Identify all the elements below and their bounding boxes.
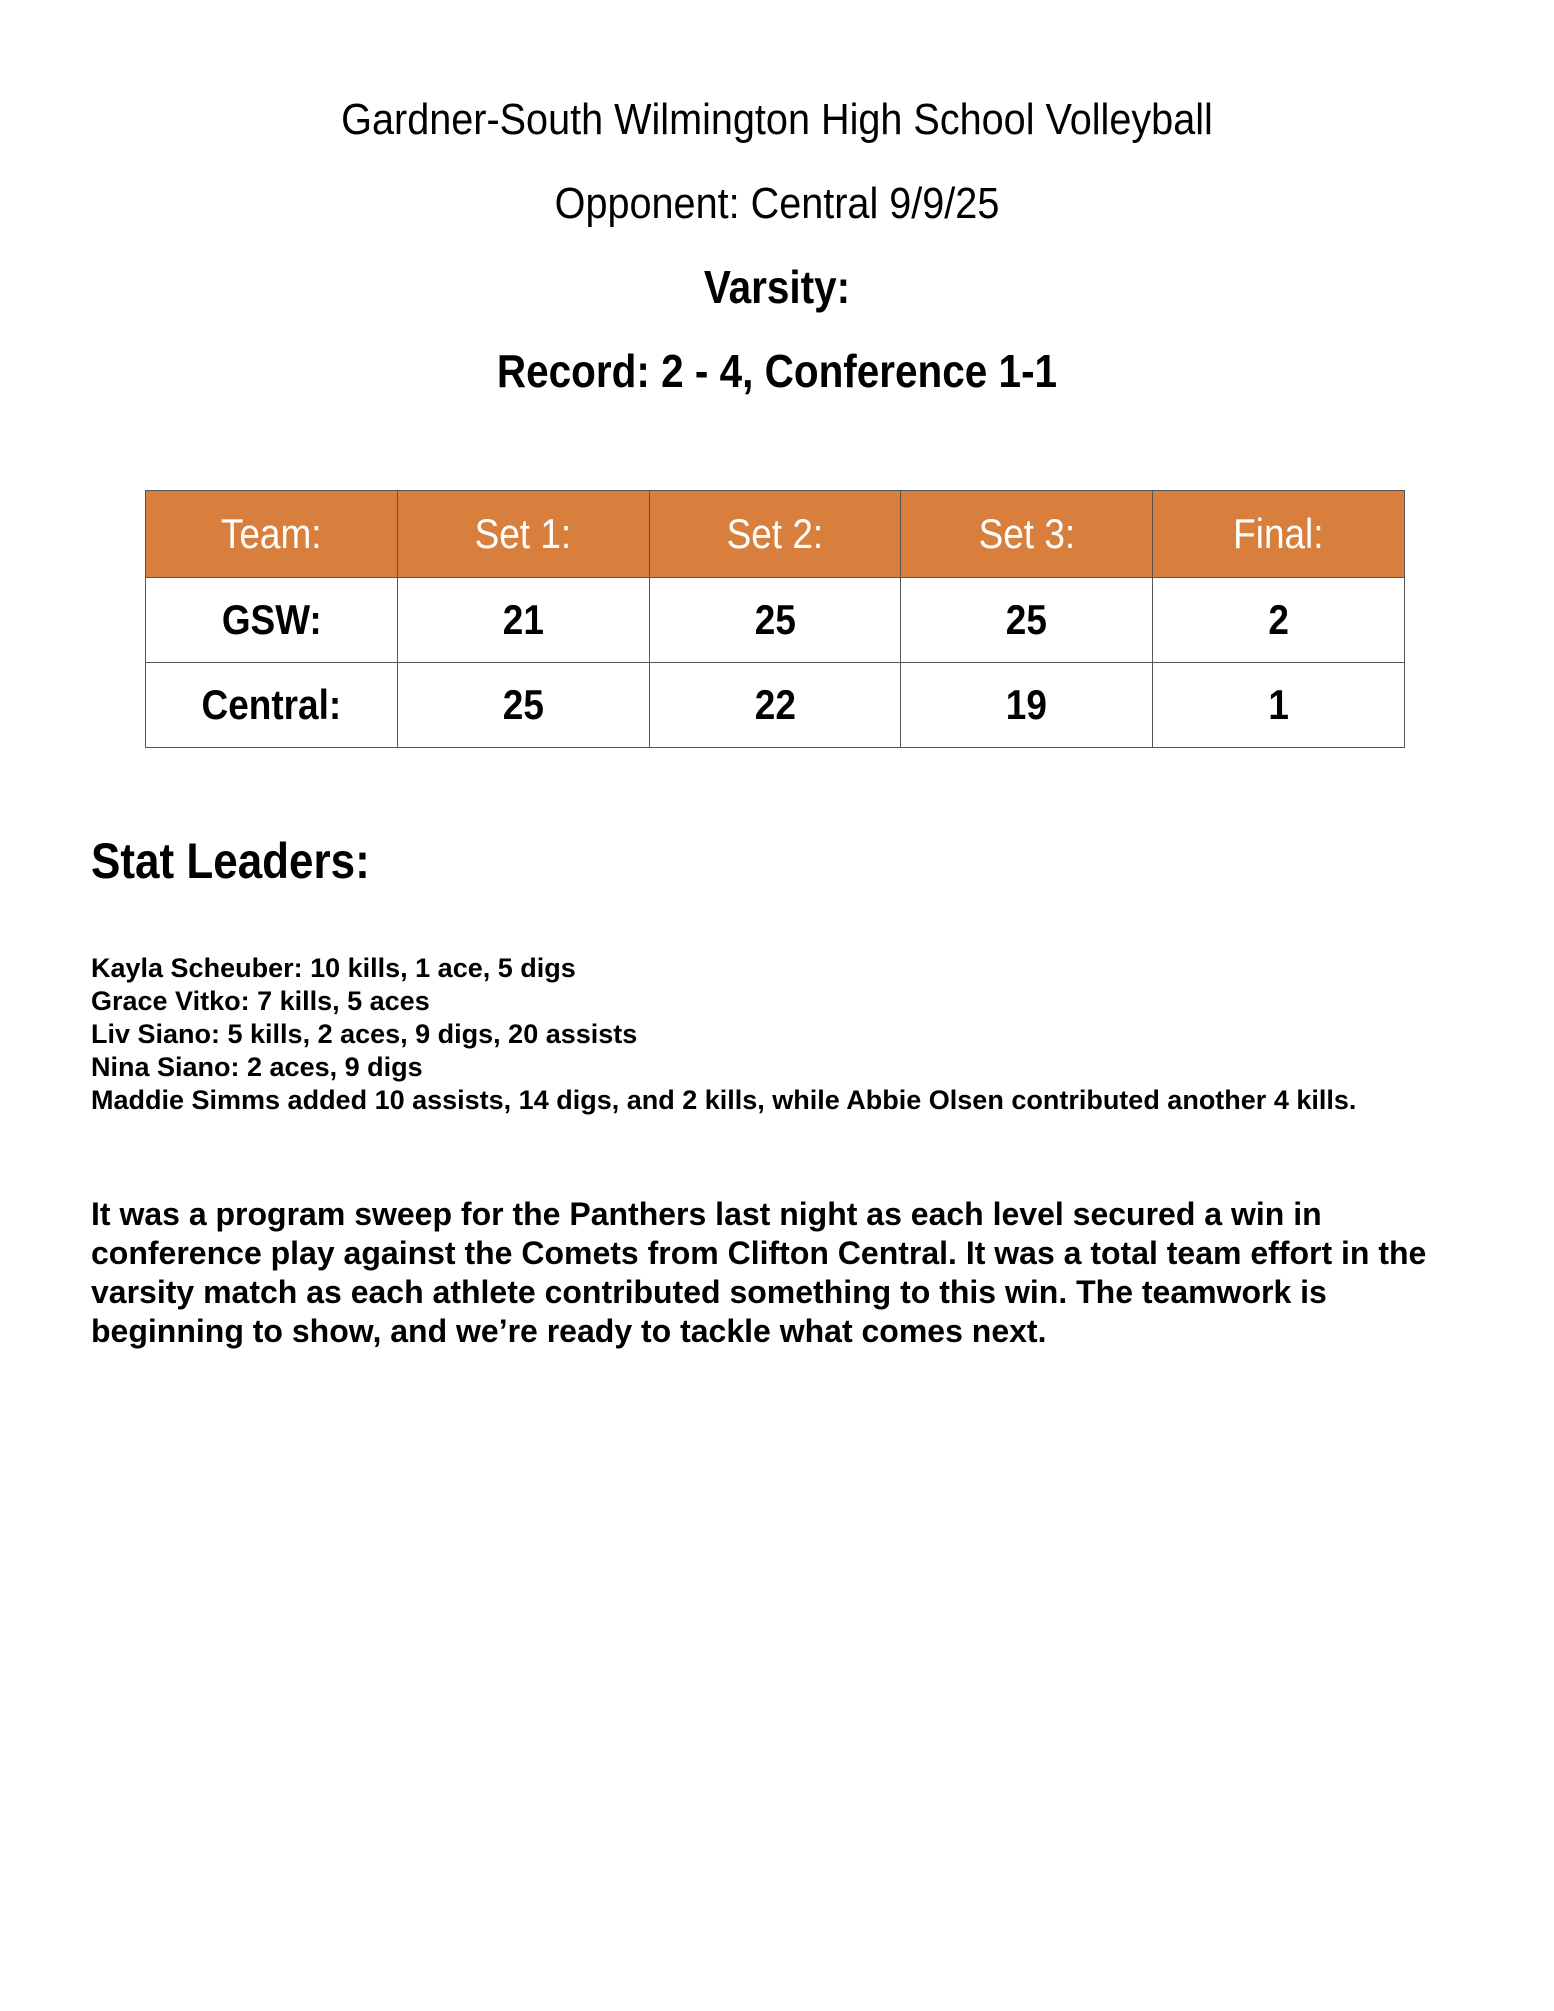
cell-team: GSW: [146,578,398,663]
school-title: Gardner-South Wilmington High School Volleyball [341,95,1213,144]
score-table-header-row [146,491,1405,578]
cell-final: 1 [1153,663,1405,748]
opponent-line: Opponent: Central 9/9/25 [554,179,1000,228]
list-item: Nina Siano: 2 aces, 9 digs [91,1052,423,1082]
cell-team: Central: [146,663,398,748]
table-row-gsw [146,578,1405,663]
table-row-central [146,663,1405,748]
match-summary: It was a program sweep for the Panthers last night as each level secured a win in conference play against the Comets from Clifton Central. It was a total team effort in the varsity match as each athlete contributed something to this win. The teamwork is beginning to show, and we’re ready to tackle what comes next. [91,1196,1427,1349]
header-set-2: Set 2: [649,491,901,578]
record-line: Record: 2 - 4, Conference 1-1 [496,345,1058,397]
list-item: Kayla Scheuber: 10 kills, 1 ace, 5 digs [91,953,576,983]
list-item: Grace Vitko: 7 kills, 5 aces [91,986,430,1016]
cell-set-2: 25 [649,578,901,663]
header-set-3: Set 3: [901,491,1153,578]
list-item: Liv Siano: 5 kills, 2 aces, 9 digs, 20 assists [91,1019,638,1049]
score-table [145,490,1405,748]
stat-leaders-heading: Stat Leaders: [91,833,370,889]
cell-set-3: 25 [901,578,1153,663]
header-team: Team: [146,491,398,578]
cell-set-1: 25 [397,663,649,748]
header-final: Final: [1153,491,1405,578]
cell-set-1: 21 [397,578,649,663]
stat-leaders-list [91,952,1356,1117]
cell-set-2: 22 [649,663,901,748]
level-line: Varsity: [703,261,851,313]
cell-set-3: 19 [901,663,1153,748]
header-set-1: Set 1: [397,491,649,578]
list-item: Maddie Simms added 10 assists, 14 digs, and 2 kills, while Abbie Olsen contributed another 4 kills. [91,1085,1357,1115]
cell-final: 2 [1153,578,1405,663]
